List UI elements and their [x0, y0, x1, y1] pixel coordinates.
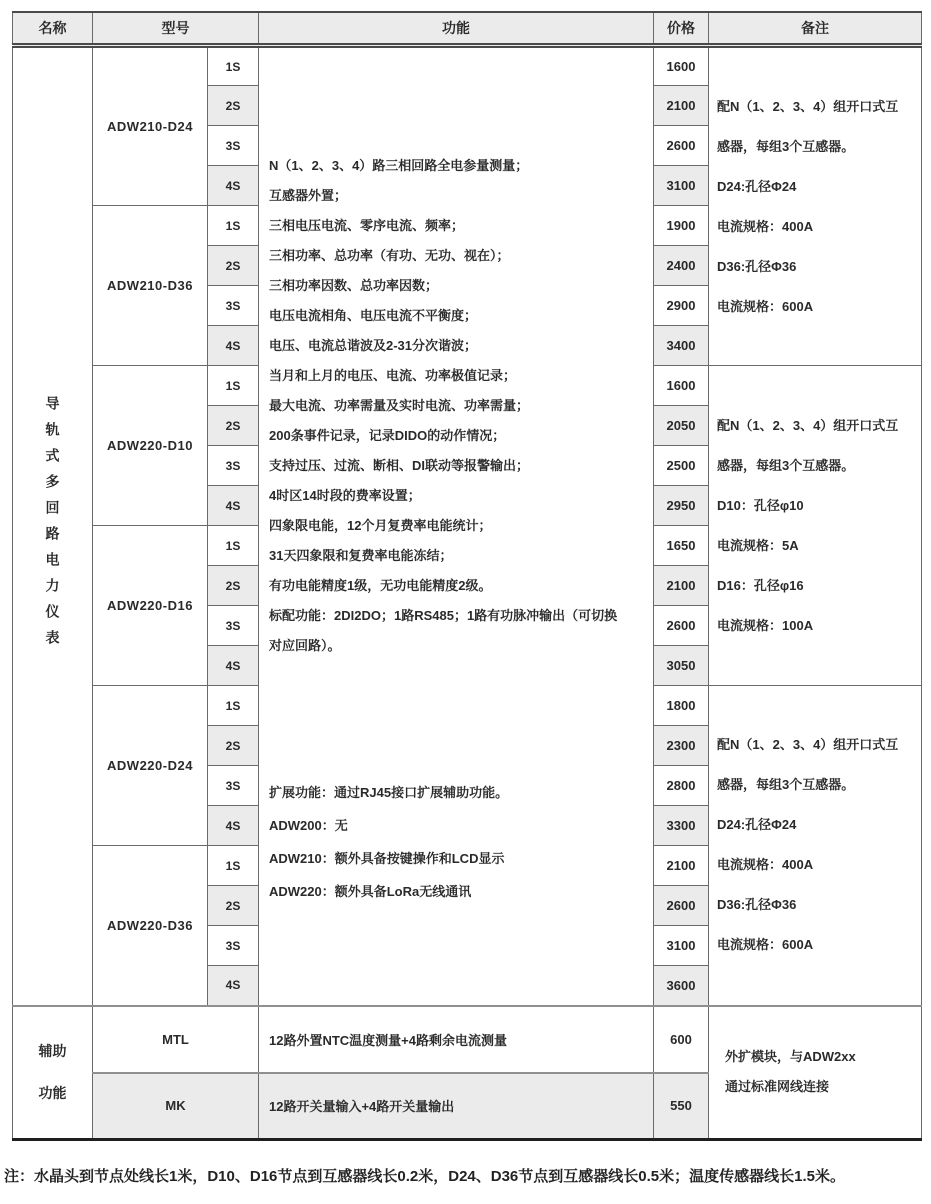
category-cell — [13, 46, 93, 1006]
remark-cell: 配N（1、2、3、4）组开口式互 感器，每组3个互感器。 D24:孔径Φ24 电流规格：400A D36:孔径Φ36 电流规格：600A — [709, 686, 922, 1006]
price-cell: 600 — [654, 1006, 709, 1073]
price-cell: 2100 — [654, 86, 709, 126]
price-cell: 2400 — [654, 246, 709, 286]
price-cell: 3400 — [654, 326, 709, 366]
variant-cell: 3S — [208, 926, 259, 966]
price-cell: 3050 — [654, 646, 709, 686]
price-cell: 2600 — [654, 886, 709, 926]
column-header-model: 型号 — [93, 12, 259, 46]
table-row — [13, 46, 922, 86]
category-cell-aux: 辅助 功能 — [13, 1006, 93, 1140]
variant-cell: 2S — [208, 726, 259, 766]
variant-cell: 2S — [208, 86, 259, 126]
variant-cell: 1S — [208, 846, 259, 886]
footer-note: 注：水晶头到节点处线长1米，D10、D16节点到互感器线长0.2米，D24、D36节点到互感器线长0.5米；温度传感器线长1.5米。 — [4, 1168, 845, 1185]
variant-cell: 4S — [208, 486, 259, 526]
price-cell: 2900 — [654, 286, 709, 326]
column-header-remark: 备注 — [709, 12, 922, 46]
variant-cell: 2S — [208, 406, 259, 446]
price-cell: 3100 — [654, 166, 709, 206]
function-cell: 12路开关量输入+4路开关量输出 — [259, 1073, 654, 1140]
price-cell: 2050 — [654, 406, 709, 446]
price-cell: 2100 — [654, 846, 709, 886]
model-cell: ADW220-D10 — [93, 366, 208, 526]
price-cell: 2100 — [654, 566, 709, 606]
variant-cell: 1S — [208, 366, 259, 406]
model-cell: ADW210-D36 — [93, 206, 208, 366]
column-header-name: 名称 — [13, 12, 93, 46]
category-label: 导轨式多回路电力仪表 — [44, 396, 61, 657]
variant-cell: 3S — [208, 606, 259, 646]
price-cell: 1600 — [654, 366, 709, 406]
variant-cell: 3S — [208, 446, 259, 486]
variant-cell: 1S — [208, 206, 259, 246]
price-cell: 2300 — [654, 726, 709, 766]
price-cell: 3100 — [654, 926, 709, 966]
column-header-function: 功能 — [259, 12, 654, 46]
product-spec-table — [12, 11, 922, 1141]
price-cell: 1800 — [654, 686, 709, 726]
price-cell: 2800 — [654, 766, 709, 806]
column-header-price: 价格 — [654, 12, 709, 46]
function-cell: 12路外置NTC温度测量+4路剩余电流测量 — [259, 1006, 654, 1073]
price-cell: 2600 — [654, 126, 709, 166]
variant-cell: 4S — [208, 966, 259, 1006]
remark-cell: 配N（1、2、3、4）组开口式互 感器，每组3个互感器。 D10：孔径φ10 电流规格：5A D16：孔径φ16 电流规格：100A — [709, 366, 922, 686]
variant-cell: 1S — [208, 46, 259, 86]
variant-cell: 3S — [208, 766, 259, 806]
variant-cell: 3S — [208, 286, 259, 326]
variant-cell: 1S — [208, 686, 259, 726]
remark-cell: 外扩模块，与ADW2xx 通过标准网线连接 — [709, 1006, 922, 1140]
price-cell: 1900 — [654, 206, 709, 246]
price-cell: 3300 — [654, 806, 709, 846]
remark-cell: 配N（1、2、3、4）组开口式互 感器，每组3个互感器。 D24:孔径Φ24 电流规格：400A D36:孔径Φ36 电流规格：600A — [709, 46, 922, 366]
model-cell: ADW220-D24 — [93, 686, 208, 846]
function-group-extension: 扩展功能：通过RJ45接口扩展辅助功能。 ADW200：无 ADW210：额外具备按键操作和LCD显示 ADW220：额外具备LoRa无线通讯 — [269, 785, 509, 899]
variant-cell: 3S — [208, 126, 259, 166]
model-cell: ADW220-D36 — [93, 846, 208, 1006]
price-cell: 2500 — [654, 446, 709, 486]
function-group-measurement: N（1、2、3、4）路三相回路全电参量测量； 互感器外置； 三相电压电流、零序电流、频率； 三相功率、总功率（有功、无功、视在）； 三相功率因数、总功率因数； 电压电流相角、电压电流不平衡度； 电压、电流总谐波及2-31分次谐波； 当月和上月的电压、电流、功率极值记录； 最大电流、功率需量及实时电流、功率需量； 200条事件记录，记录DIDO的动作情况； 支持过压、过流、断相、DI联动等报警输出； 4时区14时段的费率设置； 四象限电能，12个月复费率电能统计； 31天四象限和复费率电能冻结； 有功电能精度1级，无功电能精度2级。 标配功能：2DI2DO；1路RS485；1路有功脉冲输出（可切换 对应回路）。 — [269, 158, 618, 653]
variant-cell: 1S — [208, 526, 259, 566]
model-cell: ADW210-D24 — [93, 46, 208, 206]
variant-cell: 2S — [208, 246, 259, 286]
price-cell: 2600 — [654, 606, 709, 646]
price-cell: 2950 — [654, 486, 709, 526]
variant-cell: 4S — [208, 326, 259, 366]
model-cell: ADW220-D16 — [93, 526, 208, 686]
table-row — [13, 1006, 922, 1073]
price-cell: 3600 — [654, 966, 709, 1006]
variant-cell: 2S — [208, 566, 259, 606]
price-cell: 1650 — [654, 526, 709, 566]
variant-cell: 4S — [208, 646, 259, 686]
function-text — [259, 48, 653, 908]
function-cell — [259, 46, 654, 1006]
price-cell: 550 — [654, 1073, 709, 1140]
variant-cell: 2S — [208, 886, 259, 926]
header-row — [13, 12, 922, 46]
variant-cell: 4S — [208, 166, 259, 206]
model-cell: MTL — [93, 1006, 259, 1073]
model-cell: MK — [93, 1073, 259, 1140]
price-cell: 1600 — [654, 46, 709, 86]
variant-cell: 4S — [208, 806, 259, 846]
